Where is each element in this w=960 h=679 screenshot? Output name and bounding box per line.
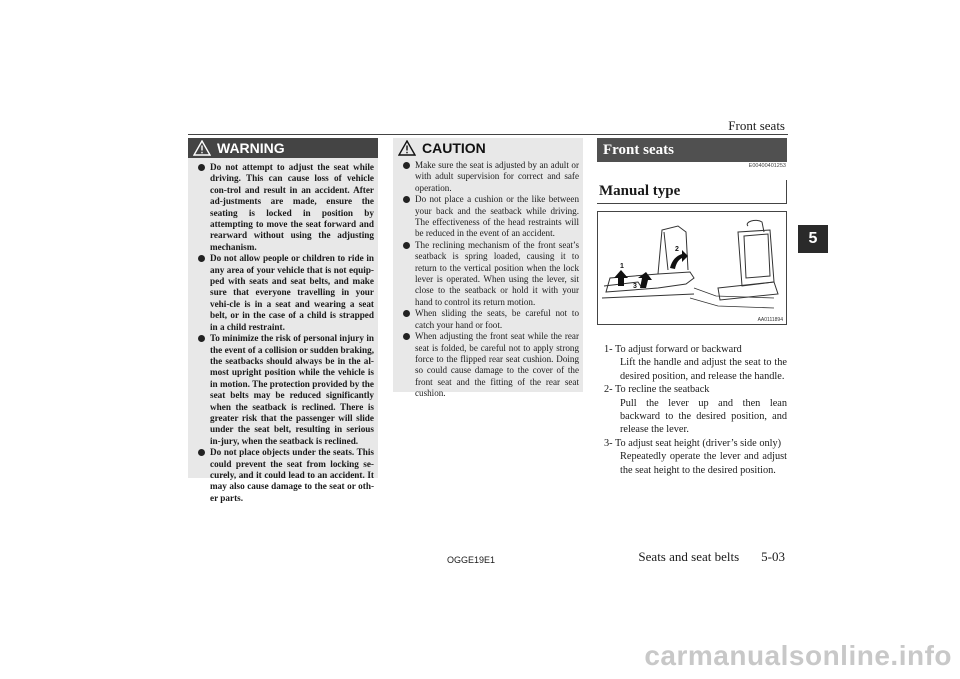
seat-adjustment-figure [597, 211, 787, 325]
header-rule [188, 134, 788, 135]
callout-1: 1 [620, 263, 624, 270]
warning-list [196, 162, 374, 504]
step-item [604, 343, 787, 383]
caution-box [393, 138, 583, 399]
step-number: 1- [604, 344, 613, 355]
caution-item: Do not place a cushion or the like between your back and the seatback while driving. The effectiveness of the head restraints will be reduced in the event of an accident. [401, 194, 579, 240]
step-title: To adjust seat height (driver’s side only) [614, 437, 782, 449]
running-header-title: Front seats [728, 118, 785, 133]
caution-item: When adjusting the front seat while the rear seat is folded, be careful not to apply strong force to the flipped rear seat cushion. Doing so could cause damage to the cover of the front seat and the fitting of the rear seat cushion. [401, 331, 579, 399]
caution-list [401, 160, 579, 400]
warning-item: To minimize the risk of personal injury in the event of a collision or sudden braking, the seatbacks should always be in the al-most upright position while the vehicle is in motion. The protection provided by the seat belts may be reduced significantly when the seatback is reclined. There is greater risk that the passenger will slide under the seat belt, resulting in serious in-jury, when the seatback is reclined. [196, 333, 374, 447]
chapter-tab: 5 [798, 225, 828, 253]
step-description: Lift the handle and adjust the seat to the desired position, and release the handle. [620, 357, 787, 382]
step-title: To recline the seatback [614, 384, 710, 396]
caution-label: CAUTION [422, 140, 486, 156]
step-description: Repeatedly operate the lever and adjust the seat height to the desired position. [620, 451, 787, 476]
footer-page-number: 5-03 [761, 549, 785, 564]
step-description: Pull the lever up and then lean backward to the desired position, and release the lever. [620, 397, 787, 436]
warning-item: Do not allow people or children to ride in any area of your vehicle that is not equip-ped with seats and seat belts, and make sure that everyone travelling in your vehi-cle is in a seat and wearing a seat belt, or in the case of a child is strapped in a child restraint. [196, 253, 374, 333]
warning-box [188, 138, 378, 503]
warning-item: Do not place objects under the seats. This could prevent the seat from locking se-curely, and it could lead to an accident. It may also cause damage to the seat or oth-er parts. [196, 447, 374, 504]
warning-label: WARNING [217, 140, 285, 156]
caution-item: When sliding the seats, be careful not to catch your hand or foot. [401, 308, 579, 331]
callout-3: 3 [633, 283, 637, 290]
warning-header [188, 138, 378, 158]
caution-header [393, 138, 583, 159]
callout-2: 2 [675, 246, 679, 253]
caution-item: Make sure the seat is adjusted by an adult or with adult supervision for correct and safe operation. [401, 160, 579, 194]
step-item [604, 383, 787, 437]
warning-item: Do not attempt to adjust the seat while driving. This can cause loss of vehicle con-trol and result in an accident. After ad-justments are made, ensure the seating is locked in position by attempting to move the seat forward and rearward without using the adjusting mechanism. [196, 162, 374, 253]
warning-triangle-icon [193, 140, 211, 156]
footer-chapter: Seats and seat belts [638, 549, 740, 564]
section-title: Front seats [597, 138, 787, 162]
step-number: 3- [604, 437, 613, 449]
section-code: E00400401253 [748, 163, 786, 169]
figure-code: AA0111894 [757, 317, 783, 323]
caution-triangle-icon [398, 140, 416, 156]
steps-list [604, 343, 787, 477]
caution-item: The reclining mechanism of the front seat’s seatback is spring loaded, causing it to return to the vertical position when the lock lever is operated. When using the lever, sit close to the seatback or hold it with your hand to control its return motion. [401, 240, 579, 308]
footer-page-info [638, 549, 785, 565]
footer-doc-code: OGGE19E1 [447, 555, 496, 565]
step-number: 2- [604, 384, 613, 396]
seat-illustration [598, 212, 786, 324]
step-title: To adjust forward or backward [614, 344, 742, 355]
watermark: carmanualsonline.info [644, 640, 952, 671]
step-item [604, 437, 787, 477]
subsection-title: Manual type [597, 180, 787, 204]
